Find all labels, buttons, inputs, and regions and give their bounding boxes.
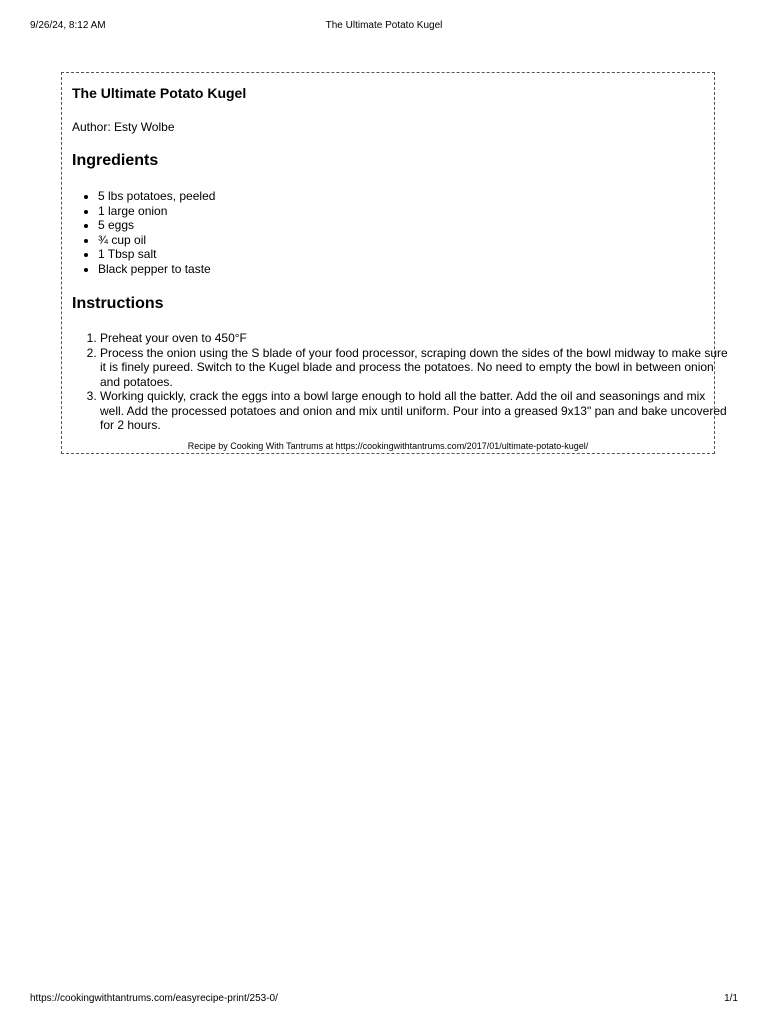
ingredient-item: • 1 Tbsp salt <box>98 247 215 262</box>
page-number: 1/1 <box>724 993 738 1004</box>
ingredient-item: • ¾ cup oil <box>98 233 215 248</box>
ingredients-heading: Ingredients <box>72 152 159 169</box>
print-header <box>30 19 738 33</box>
print-page-title: The Ultimate Potato Kugel <box>325 20 443 31</box>
ingredients-list <box>72 189 215 276</box>
recipe-author: Author: Esty Wolbe <box>72 120 175 134</box>
instruction-step: 1. Preheat your oven to 450°F <box>100 331 728 346</box>
instruction-step: 3. Working quickly, crack the eggs into a bowl large enough to hold all the batter. Add the oil and seasonings and mix well. Add the processed potatoes and onion and mix until uniform. Pour into a greased 9x13" pan and bake uncovered for 2 hours. <box>100 389 728 433</box>
recipe-credit: Recipe by Cooking With Tantrums at https://cookingwithtantrums.com/2017/01/ultimate-potato-kugel/ <box>187 441 589 451</box>
print-source-url: https://cookingwithtantrums.com/easyrecipe-print/253-0/ <box>30 993 278 1004</box>
print-footer <box>30 992 738 1006</box>
recipe-card <box>61 72 728 454</box>
instructions-list <box>72 331 728 433</box>
ingredient-item: • 1 large onion <box>98 204 215 219</box>
instruction-step: 2. Process the onion using the S blade of your food processor, scraping down the sides of the bowl midway to make sure it is finely pureed. Switch to the Kugel blade and process the potatoes. No need to empty the bowl in between onion and potatoes. <box>100 346 728 390</box>
ingredient-item: • 5 eggs <box>98 218 215 233</box>
instructions-heading: Instructions <box>72 295 164 312</box>
ingredient-item: • Black pepper to taste <box>98 262 215 277</box>
print-datetime: 9/26/24, 8:12 AM <box>30 20 106 31</box>
recipe-title: The Ultimate Potato Kugel <box>72 85 247 101</box>
ingredient-item: • 5 lbs potatoes, peeled <box>98 189 215 204</box>
